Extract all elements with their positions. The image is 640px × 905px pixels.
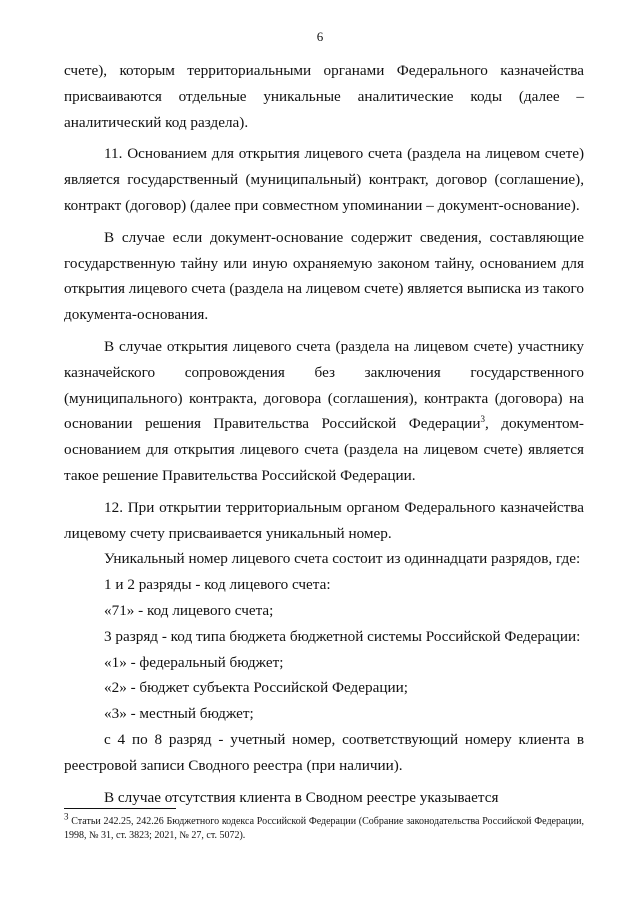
paragraph-digits-4-8: с 4 по 8 разряд - учетный номер, соответствующий номеру клиента в реестровой записи Сводного реестра (при наличии). — [64, 730, 584, 774]
paragraph-continuation: счете), которым территориальными органами Федерального казначейства присваиваются отдельные уникальные аналитические коды (далее – аналитический код раздела). — [64, 62, 584, 131]
paragraph-code-1: «1» - федеральный бюджет; — [104, 653, 284, 671]
paragraph-item-12: 12. При открытии территориальным органом Федерального казначейства лицевому счету присваивается уникальный номер. — [64, 498, 584, 542]
paragraph-absent-client: В случае отсутствия клиента в Сводном реестре указывается — [104, 788, 499, 806]
footnote — [64, 811, 584, 843]
page-number: 6 — [316, 29, 324, 44]
paragraph-text: , документом-основанием для открытия лицевого счета (раздела на лицевом счете) является такое решение Правительства Российской Федерации. — [64, 415, 584, 484]
footnote-reference: 3 — [480, 414, 485, 425]
paragraph-digit-3: 3 разряд - код типа бюджета бюджетной системы Российской Федерации: — [104, 627, 581, 645]
footnote-marker: 3 — [64, 811, 69, 822]
paragraph-code-2: «2» - бюджет субъекта Российской Федерации; — [104, 679, 408, 697]
paragraph-number-structure: Уникальный номер лицевого счета состоит из одиннадцати разрядов, где: — [104, 550, 581, 568]
paragraph-government-decision — [64, 334, 584, 489]
footnote-text: Статьи 242.25, 242.26 Бюджетного кодекса Российской Федерации (Собрание законодательства Российской Федерации, 1998, № 31, ст. 3823; 2021, № 27, ст. 5072). — [64, 816, 584, 841]
paragraph-item-11: 11. Основанием для открытия лицевого счета (раздела на лицевом счете) является государственный (муниципальный) контракт, договор (соглашение), контракт (договор) (далее при совместном упоминании – документ-основание). — [64, 145, 584, 214]
paragraph-secret-basis: В случае если документ-основание содержит сведения, составляющие государственную тайну или иную охраняемую законом тайну, основанием для открытия лицевого счета (раздела на лицевом счете) является выписка из такого документа-основания. — [64, 228, 584, 324]
paragraph-text: В случае открытия лицевого счета (раздела на лицевом счете) участнику казначейского сопровождения без заключения государственного (муниципального) контракта, договора (соглашения), контракта (договора) на основании решения Правительства Российской Федерации — [64, 337, 584, 433]
paragraph-code-3: «3» - местный бюджет; — [104, 705, 254, 723]
document-body — [64, 58, 584, 810]
footnote-separator — [64, 808, 176, 809]
paragraph-code-71: «71» - код лицевого счета; — [104, 601, 274, 619]
paragraph-digits-1-2: 1 и 2 разряды - код лицевого счета: — [104, 576, 331, 594]
